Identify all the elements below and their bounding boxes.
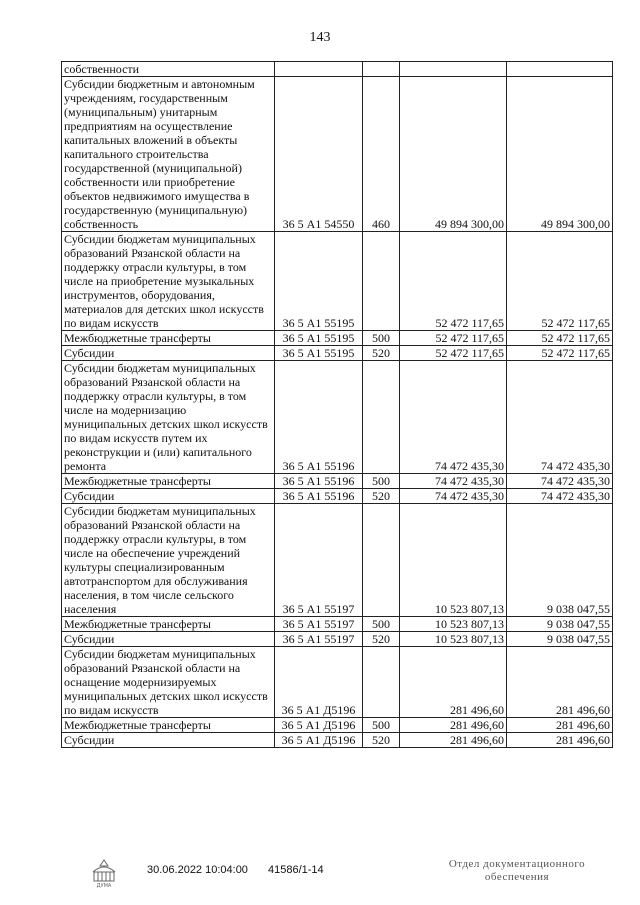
row-sum-1: 74 472 435,30 — [400, 474, 507, 489]
department-stamp — [432, 858, 602, 884]
row-sum-1: 52 472 117,65 — [400, 232, 507, 331]
row-sum-2: 52 472 117,65 — [507, 331, 613, 346]
page-number: 143 — [309, 30, 331, 45]
table-row — [62, 232, 613, 331]
row-sum-1: 281 496,60 — [400, 733, 507, 748]
row-name: Субсидии бюджетам муниципальных образований Рязанской области на поддержку отрасли культуры, в том числе на приобретение музыкальных инструментов, оборудования, материалов для детских школ искусств по видам искусств — [62, 232, 275, 331]
row-expense-type: 520 — [363, 632, 400, 647]
row-expense-type — [363, 647, 400, 718]
row-sum-1: 52 472 117,65 — [400, 331, 507, 346]
table-row — [62, 647, 613, 718]
row-code: 36 5 А1 55197 — [275, 632, 363, 647]
row-expense-type — [363, 504, 400, 617]
row-name: Субсидии — [62, 489, 275, 504]
row-sum-2: 281 496,60 — [507, 718, 613, 733]
row-sum-2: 52 472 117,65 — [507, 232, 613, 331]
row-sum-1: 74 472 435,30 — [400, 361, 507, 474]
row-sum-1: 52 472 117,65 — [400, 346, 507, 361]
row-code: 36 5 А1 55197 — [275, 617, 363, 632]
row-code: 36 5 А1 55195 — [275, 346, 363, 361]
row-expense-type — [363, 232, 400, 331]
row-name: Межбюджетные трансферты — [62, 718, 275, 733]
registration-date: 30.06.2022 10:04:00 — [147, 864, 248, 876]
table-row — [62, 346, 613, 361]
row-code: 36 5 А1 55196 — [275, 474, 363, 489]
row-expense-type: 520 — [363, 489, 400, 504]
row-code: 36 5 А1 Д5196 — [275, 718, 363, 733]
table-row — [62, 617, 613, 632]
table-row — [62, 504, 613, 617]
row-name: собственности — [62, 62, 275, 77]
row-name: Субсидии бюджетам муниципальных образований Рязанской области на оснащение модернизируемых муниципальных детских школ искусств по видам искусств — [62, 647, 275, 718]
row-sum-2: 9 038 047,55 — [507, 617, 613, 632]
stamp-line-1: Отдел документационного — [448, 858, 586, 870]
table-row — [62, 474, 613, 489]
row-sum-1: 74 472 435,30 — [400, 489, 507, 504]
table-row — [62, 632, 613, 647]
duma-logo-icon — [87, 858, 121, 893]
table-row — [62, 62, 613, 77]
row-name: Субсидии бюджетам муниципальных образований Рязанской области на поддержку отрасли культуры, в том числе на модернизацию муниципальных детских школ искусств по видам искусств путем их реконструкции и (или) капитального ремонта — [62, 361, 275, 474]
row-name: Субсидии — [62, 632, 275, 647]
row-expense-type: 500 — [363, 718, 400, 733]
row-code: 36 5 А1 55195 — [275, 232, 363, 331]
row-expense-type — [363, 62, 400, 77]
row-sum-2: 52 472 117,65 — [507, 346, 613, 361]
table-row — [62, 733, 613, 748]
row-code: 36 5 А1 55197 — [275, 504, 363, 617]
row-sum-2: 49 894 300,00 — [507, 77, 613, 232]
row-expense-type: 500 — [363, 474, 400, 489]
row-expense-type: 520 — [363, 346, 400, 361]
row-expense-type — [363, 361, 400, 474]
row-name: Межбюджетные трансферты — [62, 331, 275, 346]
table-row — [62, 331, 613, 346]
row-code: 36 5 А1 55196 — [275, 361, 363, 474]
stamp-line-2: обеспечения — [484, 871, 550, 883]
row-code: 36 5 А1 54550 — [275, 77, 363, 232]
row-sum-2 — [507, 62, 613, 77]
table-row — [62, 77, 613, 232]
row-expense-type: 460 — [363, 77, 400, 232]
row-code: 36 5 А1 Д5196 — [275, 647, 363, 718]
row-sum-2: 281 496,60 — [507, 647, 613, 718]
row-sum-1: 281 496,60 — [400, 718, 507, 733]
row-sum-2: 74 472 435,30 — [507, 489, 613, 504]
row-name: Межбюджетные трансферты — [62, 474, 275, 489]
row-code — [275, 62, 363, 77]
row-expense-type: 520 — [363, 733, 400, 748]
row-sum-2: 9 038 047,55 — [507, 504, 613, 617]
budget-table — [61, 61, 613, 748]
registration-number: 41586/1-14 — [268, 864, 324, 876]
row-name: Субсидии бюджетам муниципальных образований Рязанской области на поддержку отрасли культуры, в том числе на обеспечение учреждений культуры специализированным автотранспортом для обслуживания населения, в том числе сельского населения — [62, 504, 275, 617]
table-row — [62, 361, 613, 474]
table-row — [62, 718, 613, 733]
row-expense-type: 500 — [363, 617, 400, 632]
row-sum-1: 281 496,60 — [400, 647, 507, 718]
row-sum-2: 74 472 435,30 — [507, 361, 613, 474]
row-sum-1: 10 523 807,13 — [400, 632, 507, 647]
row-expense-type: 500 — [363, 331, 400, 346]
row-sum-1: 10 523 807,13 — [400, 617, 507, 632]
row-sum-1: 49 894 300,00 — [400, 77, 507, 232]
row-sum-2: 9 038 047,55 — [507, 632, 613, 647]
table-row — [62, 489, 613, 504]
row-sum-1 — [400, 62, 507, 77]
row-code: 36 5 А1 55195 — [275, 331, 363, 346]
row-code: 36 5 А1 Д5196 — [275, 733, 363, 748]
footer — [0, 858, 640, 898]
row-name: Субсидии — [62, 346, 275, 361]
row-sum-2: 281 496,60 — [507, 733, 613, 748]
logo-text: ДУМА — [96, 883, 112, 888]
row-name: Субсидии бюджетным и автономным учреждениям, государственным (муниципальным) унитарным предприятиям на осуществление капитальных вложений в объекты капитального строительства государственной (муниципальной) собственности или приобретение объектов недвижимого имущества в государственную (муниципальную) собственность — [62, 77, 275, 232]
row-sum-2: 74 472 435,30 — [507, 474, 613, 489]
row-name: Субсидии — [62, 733, 275, 748]
row-code: 36 5 А1 55196 — [275, 489, 363, 504]
row-name: Межбюджетные трансферты — [62, 617, 275, 632]
row-sum-1: 10 523 807,13 — [400, 504, 507, 617]
